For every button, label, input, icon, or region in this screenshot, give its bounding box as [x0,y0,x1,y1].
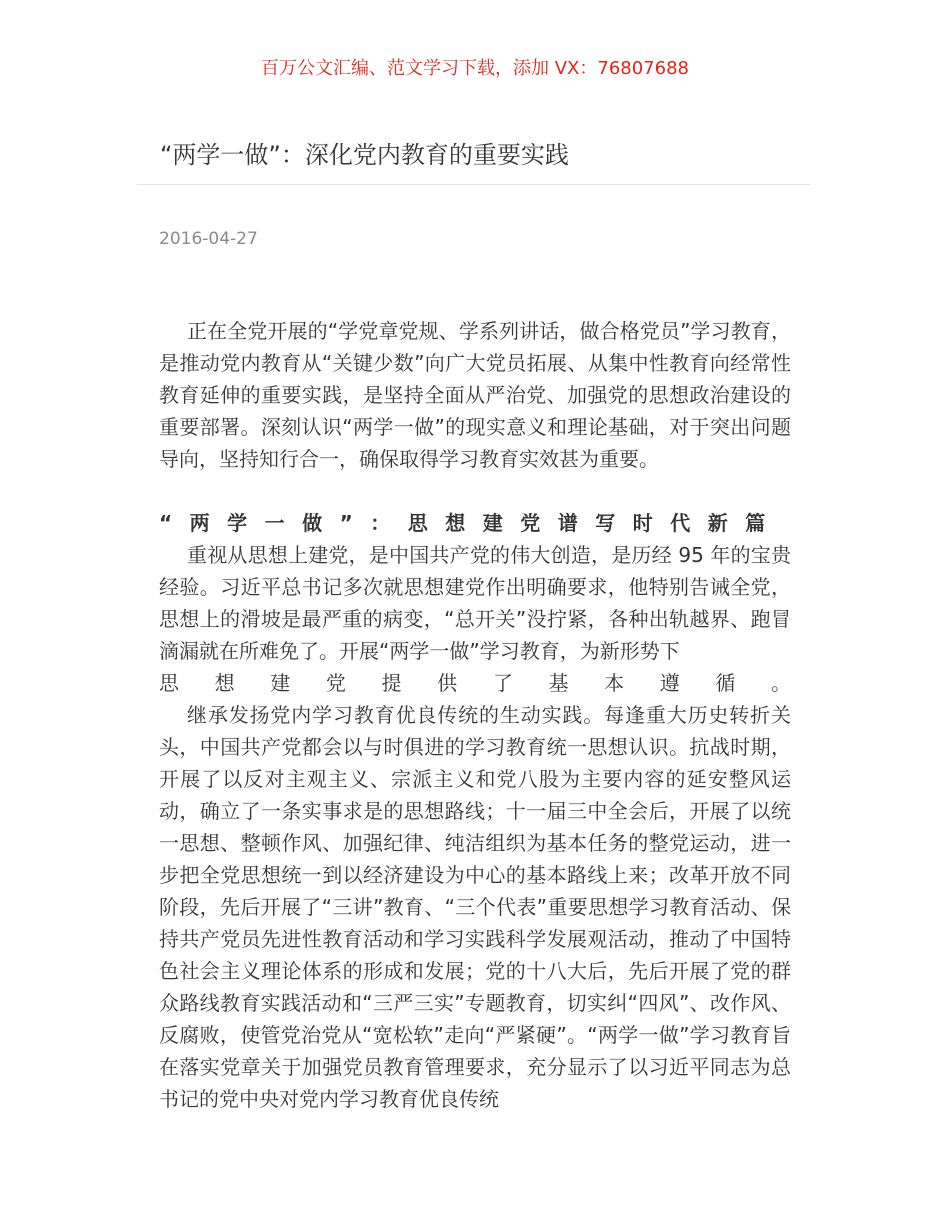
intro-paragraph: 正在全党开展的“学党章党规、学系列讲话，做合格党员”学习教育，是推动党内教育从“关键少数”向广大党员拓展、从集中性教育向经常性教育延伸的重要实践，是坚持全面从严治党、加强党的思想政治建设的重要部署。深刻认识“两学一做”的现实意义和理论基础，对于突出问题导向，坚持知行合一，确保取得学习教育实效甚为重要。 [159,319,791,471]
section-heading: “两学一做”：思想建党谱写时代新篇 [159,511,783,535]
article-title: “两学一做”：深化党内教育的重要实践 [160,141,569,169]
publish-date: 2016-04-27 [159,229,258,249]
article-body [159,315,791,1115]
title-divider [137,184,811,185]
section-paragraph-1: 重视从思想上建党，是中国共产党的伟大创造，是历经 95 年的宝贵经验。习近平总书记多次就思想建党作出明确要求，他特别告诫全党，思想上的滑坡是最严重的病变，“总开关”没拧紧，各种出轨越界、跑冒滴漏就在所难免了。开展“两学一做”学习教育，为新形势下 [159,543,791,663]
watermark-banner: 百万公文汇编、范文学习下载，添加 VX：76807688 [261,58,689,79]
paragraph-spacer [159,475,791,507]
section-paragraph-2: 继承发扬党内学习教育优良传统的生动实践。每逢重大历史转折关头，中国共产党都会以与时俱进的学习教育统一思想认识。抗战时期，开展了以反对主观主义、宗派主义和党八股为主要内容的延安整风运动，确立了一条实事求是的思想路线；十一届三中全会后，开展了以统一思想、整顿作风、加强纪律、纯洁组织为基本任务的整党运动，进一步把全党思想统一到以经济建设为中心的基本路线上来；改革开放不同阶段，先后开展了“三讲”教育、“三个代表”重要思想学习教育活动、保持共产党员先进性教育活动和学习实践科学发展观活动，推动了中国特色社会主义理论体系的形成和发展；党的十八大后，先后开展了党的群众路线教育实践活动和“三严三实”专题教育，切实纠“四风”、改作风、反腐败，使管党治党从“宽松软”走向“严紧硬”。“两学一做”学习教育旨在落实党章关于加强党员教育管理要求，充分显示了以习近平同志为总书记的党中央对党内学习教育优良传统 [159,703,791,1111]
section-paragraph-1-last-line: 思想建党提供了基本遵循。 [159,671,791,695]
